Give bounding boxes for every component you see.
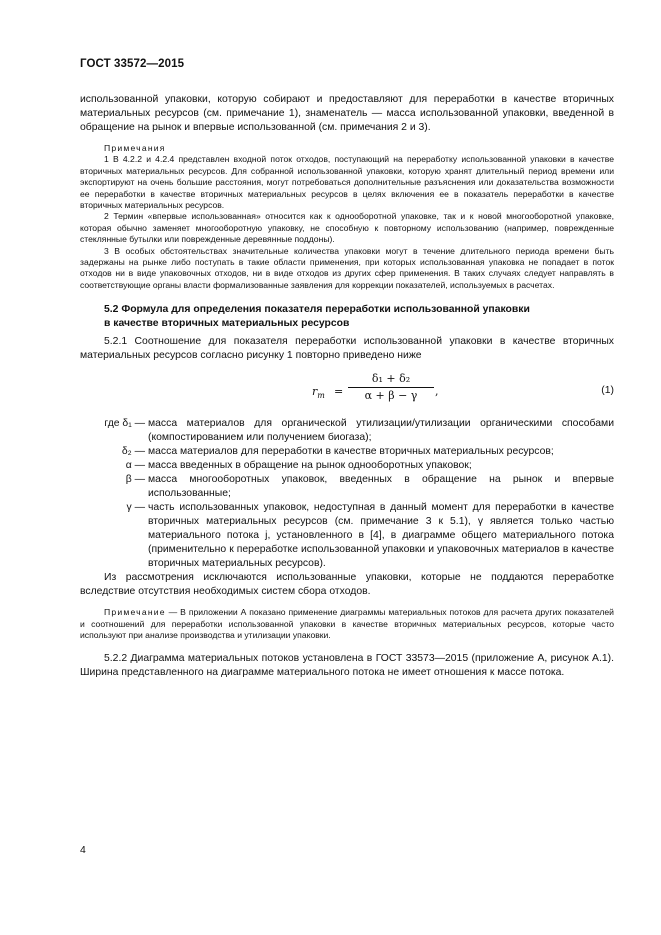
single-note [80, 607, 614, 641]
formula-comma: , [435, 385, 439, 399]
section-heading-line-2: в качестве вторичных материальных ресурсов [104, 318, 350, 330]
formula-numerator: δ₁ + δ₂ [348, 371, 434, 388]
section-heading [80, 303, 614, 331]
note-item-2: 2 Термин «впервые использованная» относится как к однооборотной упаковке, так и к новой многооборотной упаковке, которая обычно заменяет многооборотную упаковку, не способную к повторному использованию (например, поврежденные стеклянные бутылки или поврежденные деревянные поддоны). [80, 211, 614, 245]
paragraph-5-2-1: 5.2.1 Соотношение для показателя переработки использованной упаковки в качестве вторичных материальных ресурсов согласно рисунку 1 повторно приведено ниже [80, 336, 614, 362]
single-note-text: — В приложении А показано применение диаграммы материальных потоков для расчета других показателей и соотношений для переработки использованной упаковки в качестве вторичных материальных ресурсов, которые часто используют при анализе производства и утилизации упаковки. [80, 607, 614, 641]
formula-lhs: $r_m$ [312, 385, 325, 401]
exclusion-paragraph: Из рассмотрения исключаются использованные упаковки, которые не поддаются переработке вследствие отсутствия необходимых систем сбора отходов. [80, 572, 614, 598]
formula-equals: = [334, 385, 344, 399]
definition-term: β — [125, 474, 145, 486]
paragraph-5-2-2: 5.2.2 Диаграмма материальных потоков установлена в ГОСТ 33573—2015 (приложение А, рисунок А.1). Ширина представленного на диаграмме материального потока не имеет отношения к массе потока. [80, 652, 614, 678]
definition-desc: масса многооборотных упаковок, введенных в обращение на рынок и впервые использованные; [148, 474, 614, 500]
definition-desc: часть использованных упаковок, недоступная в данный момент для переработки в качестве вторичных материальных ресурсов (см. примечание 3 к 5.1), γ является только частью материального потока j, установленного в [4], в диаграмме общего материального потока (применительно к переработке использованной упаковки и упаковочных материалов в качестве вторичных материальных ресурсов). [148, 502, 614, 570]
definition-desc: масса введенных в обращение на рынок однооборотных упаковок; [148, 460, 472, 472]
doc-code-header: ГОСТ 33572—2015 [80, 58, 185, 70]
note-item-1: 1 В 4.2.2 и 4.2.4 представлен входной поток отходов, поступающий на переработку использованной упаковки в качестве вторичных материальных ресурсов. Для собранной использованной упаковки, которую хранят длительный период времени или экспортируют на очень большие расстояния, могут потребоваться дополнительные разъяснения или доказательства возможности ее переработки в качестве вторичных материальных ресурсов в целях включения ее в показатель переработки в качестве вторичных материальных ресурсов. [80, 154, 614, 211]
definition-desc: масса материалов для органической утилизации/утилизации органическими способами (компостированием или получением биогаза); [148, 418, 614, 444]
formula-denominator: α + β − γ [364, 389, 418, 403]
definition-list [80, 417, 614, 571]
page-content [80, 93, 614, 680]
definition-term: δ₂ — [121, 446, 145, 458]
definition-term: γ — [126, 502, 145, 514]
single-note-label: Примечание [104, 607, 166, 618]
page-number: 4 [80, 845, 86, 856]
note-item-3: 3 В особых обстоятельствах значительные количества упаковки могут в течение длительного периода времени быть задержаны на рынке либо поступать в такие области применения, при которых использованная упаковка не попадает в поток отходов ни в виде упаковочных отходов, ни в виде отходов из других сфер применения. В таких случаях следует направлять в соответствующие органы власти формализованные заявления для коррекции показателей, используемых в расчетах. [80, 245, 614, 290]
formula-block [80, 369, 614, 413]
section-heading-line-1: 5.2 Формула для определения показателя переработки использованной упаковки [104, 304, 530, 316]
formula-number: (1) [601, 385, 614, 397]
formula-fraction [348, 371, 434, 404]
definition-term: α — [125, 460, 145, 472]
intro-paragraph: использованной упаковки, которую собирают и предоставляют для переработки в качестве вторичных материальных ресурсов (см. примечание 1), знаменатель — масса использованной упаковки, введенной в обращение на рынок и впервые использованной (см. примечания 2 и 3). [80, 94, 614, 133]
definition-term: где δ₁ — [104, 418, 145, 430]
definition-desc: масса материалов для переработки в качестве вторичных материальных ресурсов; [148, 446, 554, 458]
notes-title: Примечания [104, 143, 166, 153]
